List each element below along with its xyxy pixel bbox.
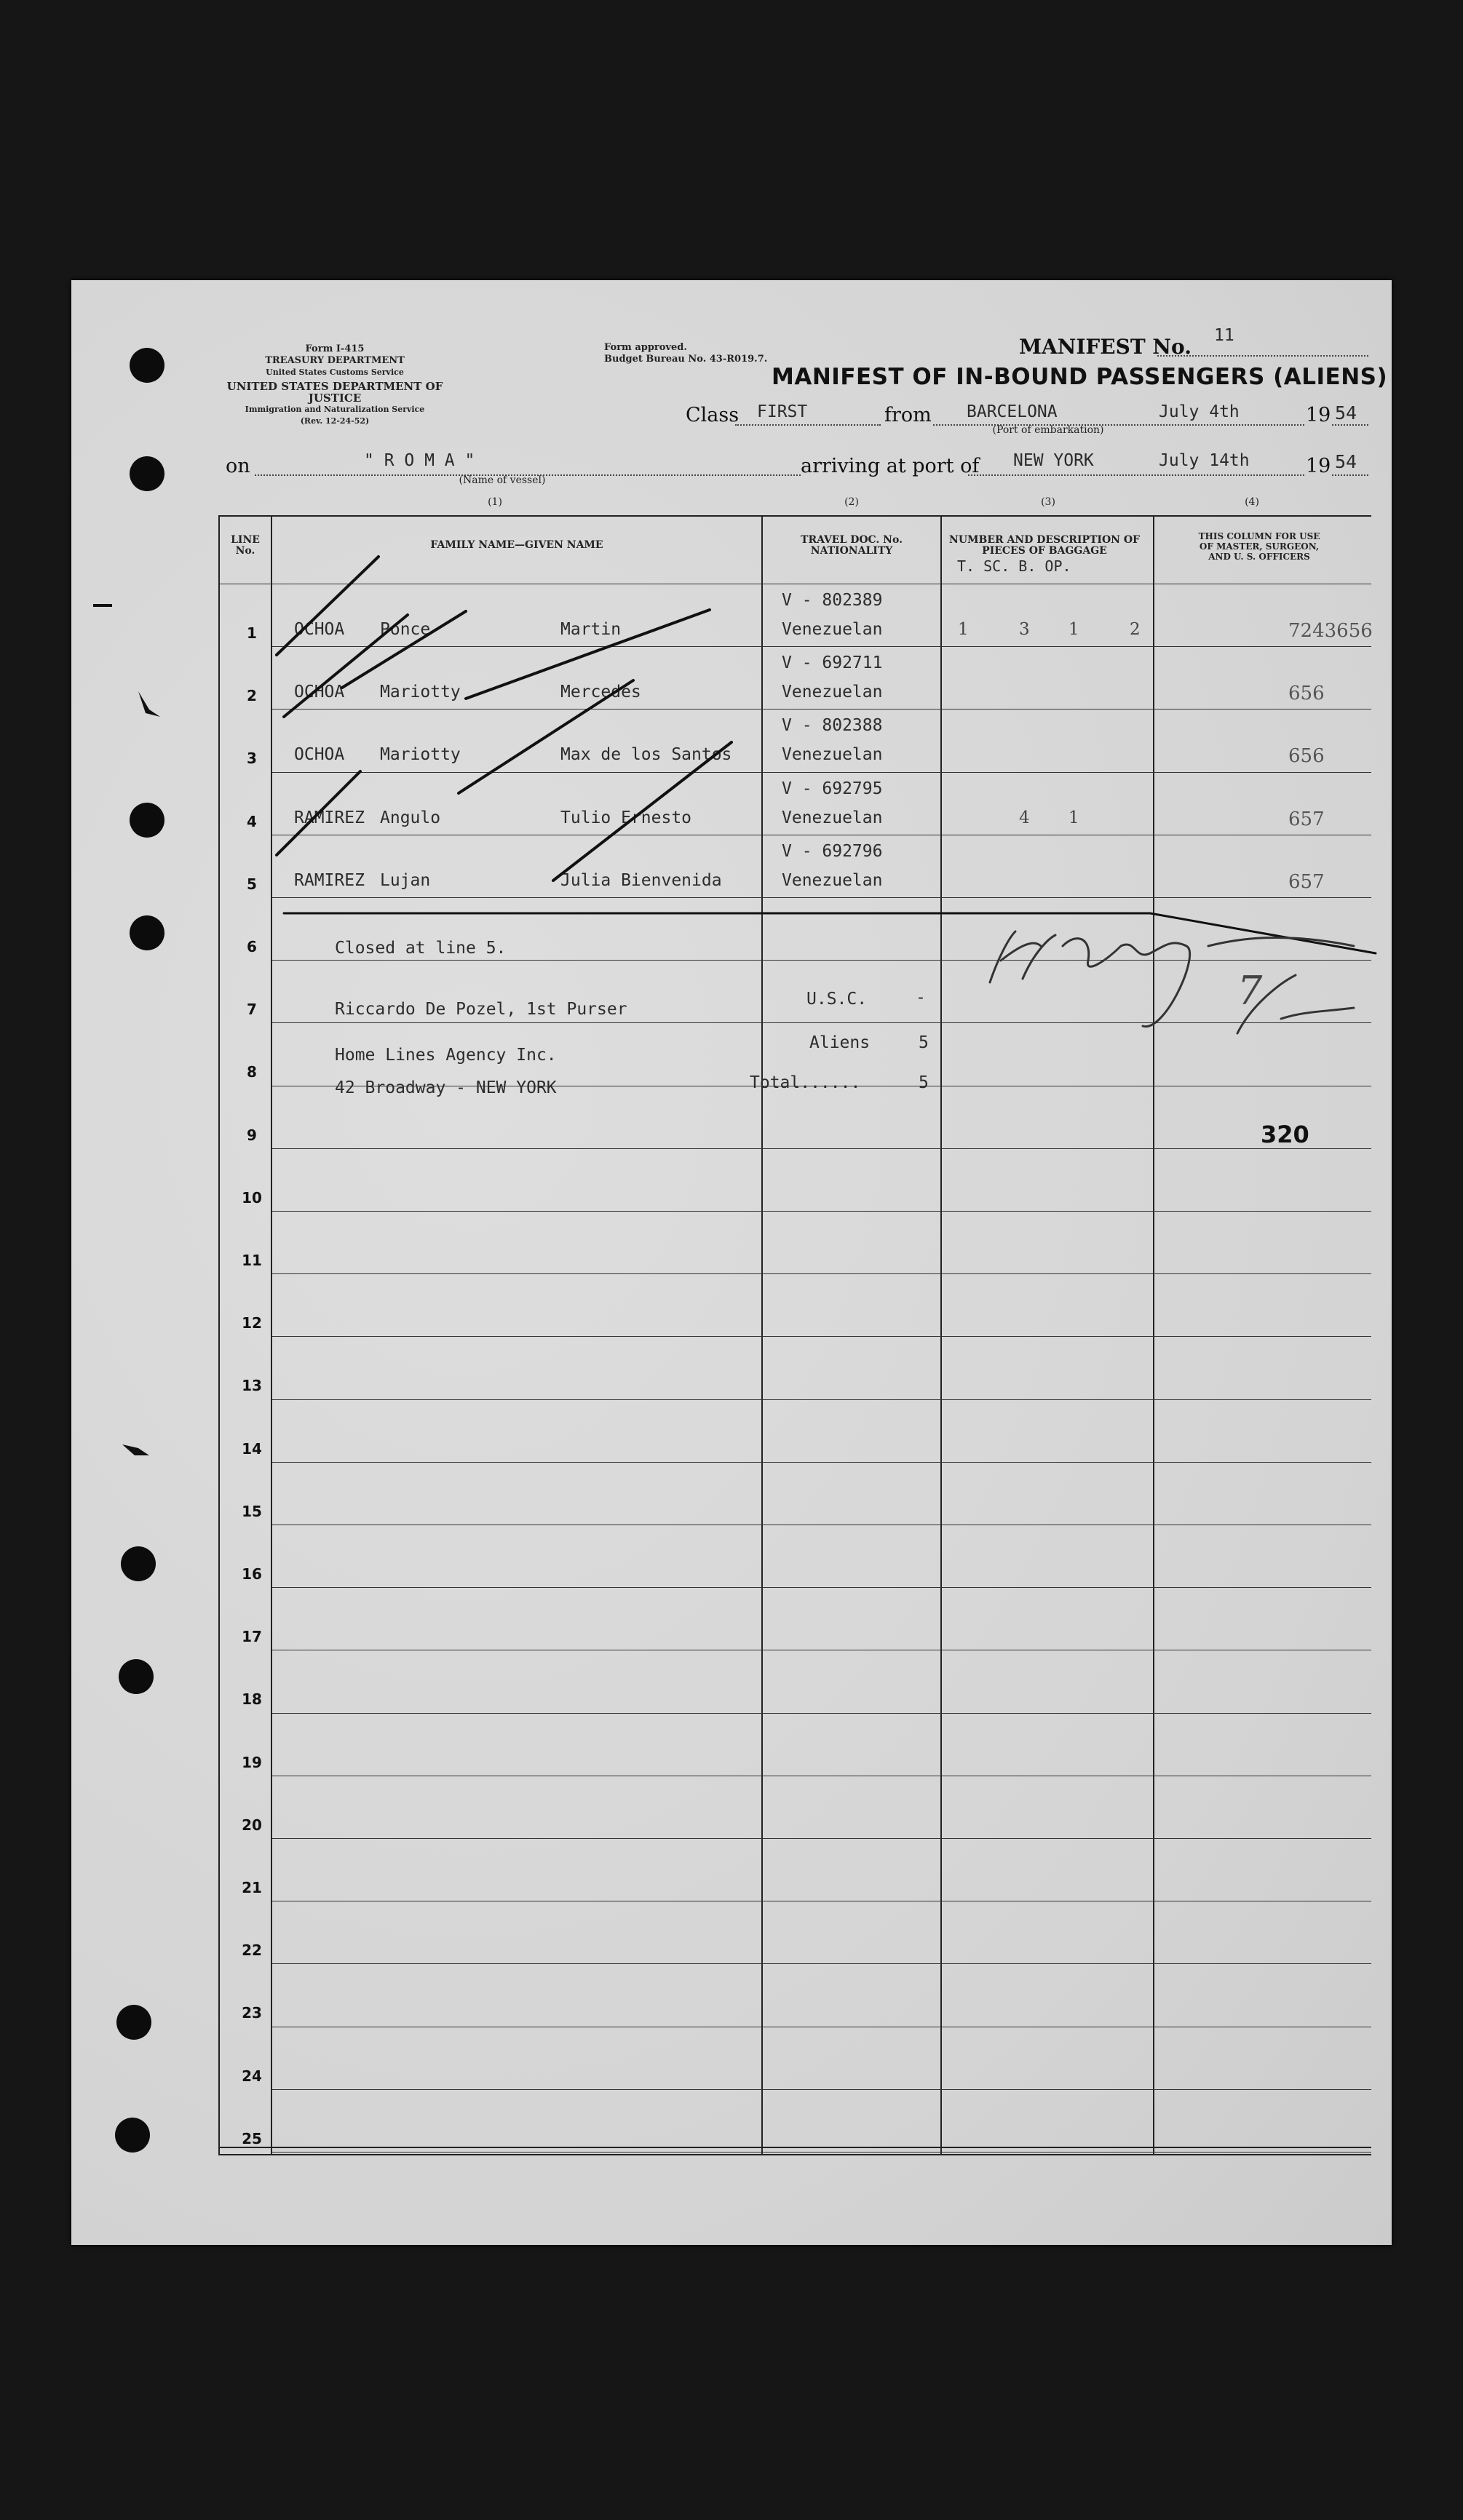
line-number: 22 xyxy=(242,1941,262,1960)
line-number: 24 xyxy=(242,2067,262,2085)
middle-name: Ponce xyxy=(380,620,431,639)
middle-name: Lujan xyxy=(380,870,431,890)
line-number: 16 xyxy=(242,1565,262,1583)
baggage-trunks: 1 xyxy=(958,620,969,639)
customs-service: United States Customs Service xyxy=(266,367,404,377)
line-number: 2 xyxy=(247,687,257,705)
handwritten-number: 7 xyxy=(1237,968,1263,1014)
strike-line xyxy=(466,610,710,702)
line-number: 13 xyxy=(242,1377,262,1395)
officers-header: THIS COLUMN FOR USE OF MASTER, SURGEON, AND U. S. OFFICERS xyxy=(1198,531,1320,562)
line-number: 10 xyxy=(242,1188,262,1207)
total-label: Total...... xyxy=(750,1073,861,1092)
family-name: RAMIREZ xyxy=(294,870,365,890)
nationality: Venezuelan xyxy=(782,808,883,827)
col2-number: (2) xyxy=(844,496,859,508)
middle-name: Mariotty xyxy=(380,683,461,702)
vessel-name: " R O M A " xyxy=(364,451,475,470)
total-value: 5 xyxy=(919,1073,929,1092)
arriving-label: arriving at port of xyxy=(801,455,980,477)
given-name: Martin xyxy=(560,620,622,639)
baggage-header: NUMBER AND DESCRIPTION OF PIECES OF BAGGAGE xyxy=(949,534,1140,557)
line-number: 14 xyxy=(242,1439,262,1458)
usc-label: U.S.C. xyxy=(806,990,868,1009)
manifest-title: MANIFEST OF IN-BOUND PASSENGERS (ALIENS) xyxy=(772,364,1388,390)
line-number: 18 xyxy=(242,1690,262,1709)
revision: (Rev. 12-24-52) xyxy=(300,416,370,426)
travel-doc-header: TRAVEL DOC. No. NATIONALITY xyxy=(801,534,903,557)
strike-line xyxy=(553,742,732,881)
embark-caption: (Port of embarkation) xyxy=(992,424,1104,436)
address-note: 42 Broadway - NEW YORK xyxy=(335,1078,557,1097)
purser-note: Riccardo De Pozel, 1st Purser xyxy=(335,1000,627,1019)
embark-port: BARCELONA xyxy=(967,402,1058,421)
middle-name: Mariotty xyxy=(380,745,461,765)
travel-doc-number: V - 692796 xyxy=(782,841,883,861)
travel-doc-number: V - 802389 xyxy=(782,591,883,610)
usc-value: - xyxy=(916,988,926,1007)
baggage-suitcases: 3 xyxy=(1019,620,1030,639)
embark-year-prefix: 19 xyxy=(1306,404,1331,426)
manifest-no-value: 11 xyxy=(1214,326,1234,345)
nationality: Venezuelan xyxy=(782,683,883,702)
given-name: Julia Bienvenida xyxy=(560,870,722,890)
class-value: FIRST xyxy=(757,402,808,421)
baggage-other: 2 xyxy=(1130,620,1141,639)
embark-date: July 4th xyxy=(1159,402,1240,421)
embark-year: 54 xyxy=(1335,402,1357,424)
stamp-number: 320 xyxy=(1261,1121,1309,1148)
officer-entry: 7243656 xyxy=(1288,620,1373,642)
officer-entry: 656 xyxy=(1288,683,1325,705)
line-number: 23 xyxy=(242,2004,262,2022)
on-label: on xyxy=(226,455,250,477)
line-number: 20 xyxy=(242,1816,262,1834)
nationality: Venezuelan xyxy=(782,745,883,765)
name-header: FAMILY NAME—GIVEN NAME xyxy=(430,539,603,551)
line-number: 17 xyxy=(242,1628,262,1646)
nationality: Venezuelan xyxy=(782,620,883,639)
baggage-suitcases: 4 xyxy=(1019,808,1030,827)
given-name: Tulio Ernesto xyxy=(560,808,692,827)
line-number: 12 xyxy=(242,1314,262,1332)
middle-name: Angulo xyxy=(380,808,441,827)
given-name: Max de los Santos xyxy=(560,745,732,765)
travel-doc-number: V - 692795 xyxy=(782,779,883,798)
col4-number: (4) xyxy=(1245,496,1259,508)
travel-doc-number: V - 692711 xyxy=(782,653,883,673)
strike-line xyxy=(459,680,633,793)
officer-signature xyxy=(990,931,1354,1033)
aliens-value: 5 xyxy=(919,1033,929,1052)
given-name: Mercedes xyxy=(560,683,641,702)
line-no-header: LINE No. xyxy=(231,534,260,557)
family-name: RAMIREZ xyxy=(294,808,365,827)
closed-note: Closed at line 5. xyxy=(335,939,507,958)
strike-line xyxy=(342,611,466,688)
line-number: 19 xyxy=(242,1753,262,1771)
family-name: OCHOA xyxy=(294,620,345,639)
family-name: OCHOA xyxy=(294,683,345,702)
class-label: Class xyxy=(686,404,740,426)
nationality: Venezuelan xyxy=(782,870,883,890)
form-number: Form I-415 xyxy=(305,343,365,354)
line-number: 21 xyxy=(242,1879,262,1896)
line-number: 3 xyxy=(247,750,257,768)
line-number: 25 xyxy=(242,2129,262,2147)
form-approved: Form approved. xyxy=(604,342,687,353)
line-number: 7 xyxy=(247,1001,257,1019)
agency-note: Home Lines Agency Inc. xyxy=(335,1046,557,1065)
arrival-port: NEW YORK xyxy=(1013,451,1094,470)
from-label: from xyxy=(884,404,932,426)
line-number: 11 xyxy=(242,1252,262,1269)
strike-line xyxy=(277,557,378,655)
officer-entry: 656 xyxy=(1288,745,1325,768)
col1-number: (1) xyxy=(488,496,502,508)
travel-doc-number: V - 802388 xyxy=(782,716,883,736)
budget-bureau: Budget Bureau No. 43-R019.7. xyxy=(604,354,768,365)
line-number: 4 xyxy=(247,812,257,830)
arrival-year: 54 xyxy=(1335,451,1357,472)
aliens-label: Aliens xyxy=(809,1033,871,1052)
baggage-subheader: T. SC. B. OP. xyxy=(957,557,1071,575)
treasury-dept: TREASURY DEPARTMENT xyxy=(265,355,405,366)
margin-specks xyxy=(93,604,160,1455)
line-number: 9 xyxy=(247,1126,257,1144)
manifest-no-label: MANIFEST No. xyxy=(1019,335,1192,359)
line-number: 6 xyxy=(247,938,257,955)
closing-rule xyxy=(1150,913,1376,953)
officer-entry: 657 xyxy=(1288,870,1325,893)
strike-line xyxy=(277,771,360,855)
line-number: 8 xyxy=(247,1063,257,1081)
officer-entry: 657 xyxy=(1288,808,1325,830)
justice-dept: UNITED STATES DEPARTMENT OF JUSTICE xyxy=(226,380,443,405)
arrival-year-prefix: 19 xyxy=(1306,455,1331,477)
ins-service: Immigration and Naturalization Service xyxy=(245,405,425,414)
col3-number: (3) xyxy=(1041,496,1055,508)
baggage-bags: 1 xyxy=(1068,620,1079,639)
vessel-caption: (Name of vessel) xyxy=(459,474,546,486)
arrival-date: July 14th xyxy=(1159,451,1250,470)
line-number: 5 xyxy=(247,875,257,893)
line-number: 1 xyxy=(247,624,257,642)
family-name: OCHOA xyxy=(294,745,345,765)
line-number: 15 xyxy=(242,1502,262,1520)
baggage-bags: 1 xyxy=(1068,808,1079,827)
